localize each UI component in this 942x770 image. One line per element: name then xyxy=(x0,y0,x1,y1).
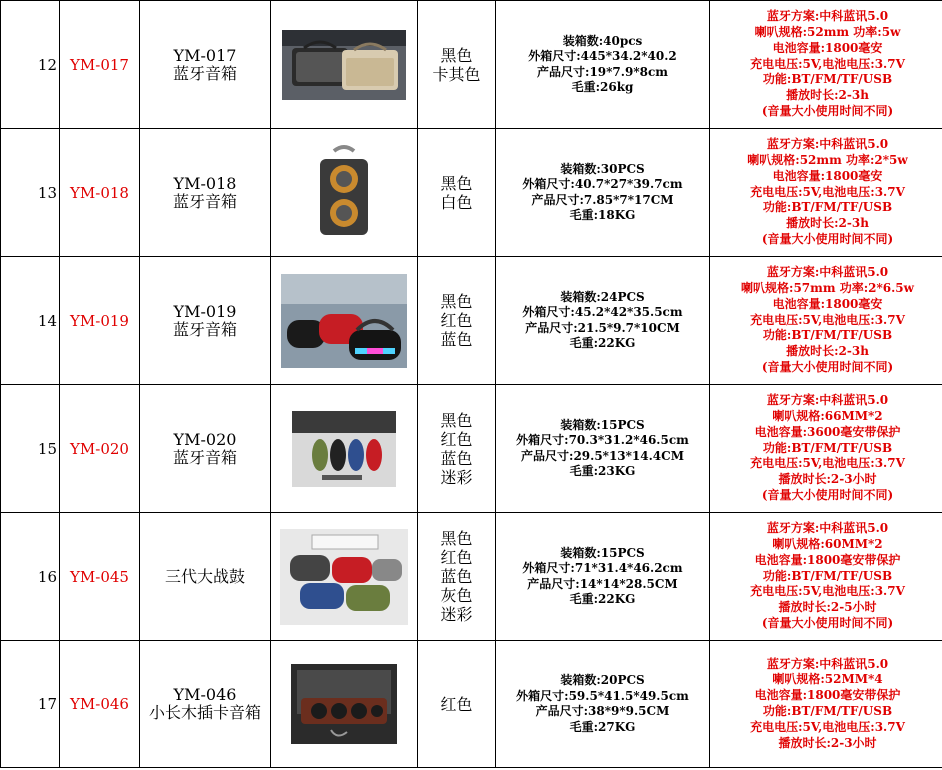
spec-line: 电池容量:3600毫安带保护 xyxy=(754,424,901,439)
packing-line: 毛重:23KG xyxy=(569,464,636,478)
packing-line: 装箱数:24PCS xyxy=(560,289,645,304)
product-name-line: 蓝牙音箱 xyxy=(172,319,237,339)
color-option: 红色 xyxy=(440,548,473,567)
table-row xyxy=(1,1,942,129)
row-number-cell xyxy=(1,1,60,129)
packing-line: 装箱数:40pcs xyxy=(562,33,643,48)
spec-line: 喇叭规格:52mm 功率:5w xyxy=(754,25,901,39)
product-image-cell xyxy=(271,257,418,385)
product-name-line: 蓝牙音箱 xyxy=(172,191,237,211)
model-code: YM-019 xyxy=(70,311,129,330)
table-row xyxy=(1,129,942,257)
spec-line: 蓝牙方案:中科蓝讯5.0 xyxy=(766,9,889,24)
product-name-cell xyxy=(140,385,271,513)
packing-line: 外箱尺寸:71*31.4*46.2cm xyxy=(522,561,683,575)
packing-line: 毛重:18KG xyxy=(569,208,636,222)
packing-line: 外箱尺寸:59.5*41.5*49.5cm xyxy=(516,688,689,703)
colors-cell xyxy=(418,641,496,768)
product-image-cell xyxy=(271,1,418,129)
table-row xyxy=(1,641,942,768)
product-name-line: YM-018 xyxy=(173,173,237,193)
spec-line: 喇叭规格:60MM*2 xyxy=(772,537,883,551)
product-image-cell xyxy=(271,641,418,768)
model-code: YM-017 xyxy=(70,55,129,74)
model-code: YM-046 xyxy=(70,695,129,713)
color-option: 红色 xyxy=(440,429,473,449)
product-name-line: 小长木插卡音箱 xyxy=(148,703,261,722)
row-number-cell xyxy=(1,385,60,513)
colors-cell xyxy=(418,257,496,385)
packing-line: 装箱数:30PCS xyxy=(560,161,645,176)
spec-line: 充电电压:5V,电池电压:3.7V xyxy=(750,719,905,734)
spec-line: 蓝牙方案:中科蓝讯5.0 xyxy=(766,521,889,536)
spec-cell xyxy=(710,1,942,129)
spec-line: 喇叭规格:66MM*2 xyxy=(772,409,883,423)
model-code: YM-020 xyxy=(70,439,129,458)
row-number: 17 xyxy=(37,695,57,713)
color-option: 黑色 xyxy=(440,173,473,193)
row-number: 16 xyxy=(37,567,57,586)
color-option: 蓝色 xyxy=(440,567,473,586)
product-name-line: YM-017 xyxy=(173,45,237,65)
packing-cell xyxy=(496,1,710,129)
spec-line: (音量大小使用时间不同) xyxy=(761,103,894,118)
color-option: 黑色 xyxy=(440,529,473,548)
row-number-cell xyxy=(1,641,60,768)
spec-line: 功能:BT/FM/TF/USB xyxy=(762,568,893,583)
product-photo xyxy=(271,664,417,744)
row-number-cell xyxy=(1,513,60,641)
table-row xyxy=(1,513,942,641)
packing-line: 装箱数:15PCS xyxy=(560,417,645,432)
row-number: 14 xyxy=(37,311,57,330)
product-name-line: 蓝牙音箱 xyxy=(172,447,237,467)
product-name-line: YM-019 xyxy=(173,301,237,321)
spec-line: 功能:BT/FM/TF/USB xyxy=(762,328,893,343)
color-option: 白色 xyxy=(440,192,473,212)
colors-cell xyxy=(418,513,496,641)
spec-line: 播放时长:2-3h xyxy=(786,216,869,231)
packing-line: 产品尺寸:14*14*28.5CM xyxy=(527,576,678,591)
colors-cell xyxy=(418,385,496,513)
spec-line: 播放时长:2-3小时 xyxy=(778,735,877,750)
spec-line: 蓝牙方案:中科蓝讯5.0 xyxy=(766,137,889,152)
product-name-cell xyxy=(140,1,271,129)
spec-line: 电池容量:1800毫安 xyxy=(772,296,883,311)
product-name-cell xyxy=(140,129,271,257)
spec-line: (音量大小使用时间不同) xyxy=(761,359,894,374)
row-number-cell xyxy=(1,129,60,257)
product-name-cell xyxy=(140,513,271,641)
row-number: 12 xyxy=(37,55,57,74)
product-name-cell xyxy=(140,641,271,768)
row-number: 13 xyxy=(37,183,57,202)
product-photo xyxy=(271,411,417,487)
packing-cell xyxy=(496,129,710,257)
spec-line: (音量大小使用时间不同) xyxy=(761,231,894,246)
spec-line: 充电电压:5V,电池电压:3.7V xyxy=(750,56,905,71)
product-photo xyxy=(271,274,417,368)
spec-line: 蓝牙方案:中科蓝讯5.0 xyxy=(766,656,889,671)
packing-line: 外箱尺寸:45.2*42*35.5cm xyxy=(522,305,683,319)
packing-line: 外箱尺寸:70.3*31.2*46.5cm xyxy=(516,433,689,447)
colors-cell xyxy=(418,1,496,129)
model-code-cell xyxy=(60,641,140,768)
color-option: 蓝色 xyxy=(440,330,473,349)
packing-line: 产品尺寸:19*7.9*8cm xyxy=(537,64,668,79)
packing-line: 产品尺寸:38*9*9.5CM xyxy=(535,704,670,718)
model-code-cell xyxy=(60,513,140,641)
color-option: 蓝色 xyxy=(440,448,473,468)
model-code-cell xyxy=(60,1,140,129)
row-number-cell xyxy=(1,257,60,385)
packing-line: 毛重:22KG xyxy=(569,592,636,606)
packing-line: 外箱尺寸:445*34.2*40.2 xyxy=(528,49,677,63)
packing-line: 装箱数:15PCS xyxy=(560,545,645,560)
spec-line: 电池容量:1800毫安 xyxy=(772,40,883,55)
spec-line: 电池容量:1800毫安带保护 xyxy=(754,552,901,567)
spec-line: 电池容量:1800毫安带保护 xyxy=(754,688,901,703)
color-option: 红色 xyxy=(440,311,473,330)
model-code-cell xyxy=(60,385,140,513)
spec-line: 功能:BT/FM/TF/USB xyxy=(762,200,893,215)
product-image-cell xyxy=(271,129,418,257)
product-name-line: 蓝牙音箱 xyxy=(172,63,237,83)
model-code-cell xyxy=(60,257,140,385)
product-name-line: 三代大战鼓 xyxy=(164,566,245,586)
spec-line: (音量大小使用时间不同) xyxy=(761,615,894,630)
packing-line: 产品尺寸:29.5*13*14.4CM xyxy=(521,448,684,463)
product-image-cell xyxy=(271,513,418,641)
row-number: 15 xyxy=(37,439,57,458)
product-name-cell xyxy=(140,257,271,385)
product-name-line: YM-020 xyxy=(173,429,237,449)
packing-cell xyxy=(496,641,710,768)
spec-line: (音量大小使用时间不同) xyxy=(761,487,894,502)
colors-cell xyxy=(418,129,496,257)
spec-line: 蓝牙方案:中科蓝讯5.0 xyxy=(766,393,889,408)
product-photo xyxy=(271,529,417,625)
color-option: 迷彩 xyxy=(440,467,473,487)
spec-line: 播放时长:2-3h xyxy=(786,88,869,103)
product-photo xyxy=(271,143,417,243)
packing-line: 装箱数:20PCS xyxy=(560,673,645,687)
packing-line: 毛重:22KG xyxy=(569,336,636,350)
model-code-cell xyxy=(60,129,140,257)
color-option: 红色 xyxy=(440,694,473,714)
spec-line: 充电电压:5V,电池电压:3.7V xyxy=(750,184,905,199)
spec-cell xyxy=(710,257,942,385)
table-row xyxy=(1,257,942,385)
packing-cell xyxy=(496,385,710,513)
packing-line: 毛重:26kg xyxy=(571,80,634,94)
spec-line: 播放时长:2-3小时 xyxy=(778,472,877,487)
spec-line: 功能:BT/FM/TF/USB xyxy=(762,440,893,455)
spec-line: 喇叭规格:52mm 功率:2*5w xyxy=(747,153,908,167)
spec-line: 播放时长:2-5小时 xyxy=(778,600,877,615)
product-image-cell xyxy=(271,385,418,513)
model-code: YM-045 xyxy=(70,567,129,586)
product-photo xyxy=(271,30,417,100)
packing-cell xyxy=(496,513,710,641)
product-name-line: YM-046 xyxy=(173,685,237,704)
spec-line: 蓝牙方案:中科蓝讯5.0 xyxy=(766,265,889,280)
spec-cell xyxy=(710,513,942,641)
packing-cell xyxy=(496,257,710,385)
spec-cell xyxy=(710,385,942,513)
packing-line: 产品尺寸:7.85*7*17CM xyxy=(531,192,674,207)
color-option: 迷彩 xyxy=(440,605,473,624)
packing-line: 产品尺寸:21.5*9.7*10CM xyxy=(525,320,680,335)
color-option: 黑色 xyxy=(440,45,473,65)
packing-line: 外箱尺寸:40.7*27*39.7cm xyxy=(522,177,683,191)
color-option: 黑色 xyxy=(440,410,473,430)
spec-line: 功能:BT/FM/TF/USB xyxy=(762,704,893,718)
model-code: YM-018 xyxy=(70,183,129,202)
spec-cell xyxy=(710,641,942,768)
spec-cell xyxy=(710,129,942,257)
spec-line: 电池容量:1800毫安 xyxy=(772,168,883,183)
packing-line: 毛重:27KG xyxy=(569,719,636,734)
spec-line: 充电电压:5V,电池电压:3.7V xyxy=(750,312,905,327)
color-option: 卡其色 xyxy=(432,64,481,84)
table-row xyxy=(1,385,942,513)
spec-line: 播放时长:2-3h xyxy=(786,344,869,359)
spec-line: 喇叭规格:52MM*4 xyxy=(772,672,883,687)
spec-line: 充电电压:5V,电池电压:3.7V xyxy=(750,456,905,471)
color-option: 黑色 xyxy=(440,292,473,311)
spec-line: 充电电压:5V,电池电压:3.7V xyxy=(750,584,905,599)
color-option: 灰色 xyxy=(440,586,473,605)
spec-line: 功能:BT/FM/TF/USB xyxy=(762,72,893,87)
spec-line: 喇叭规格:57mm 功率:2*6.5w xyxy=(741,281,914,295)
